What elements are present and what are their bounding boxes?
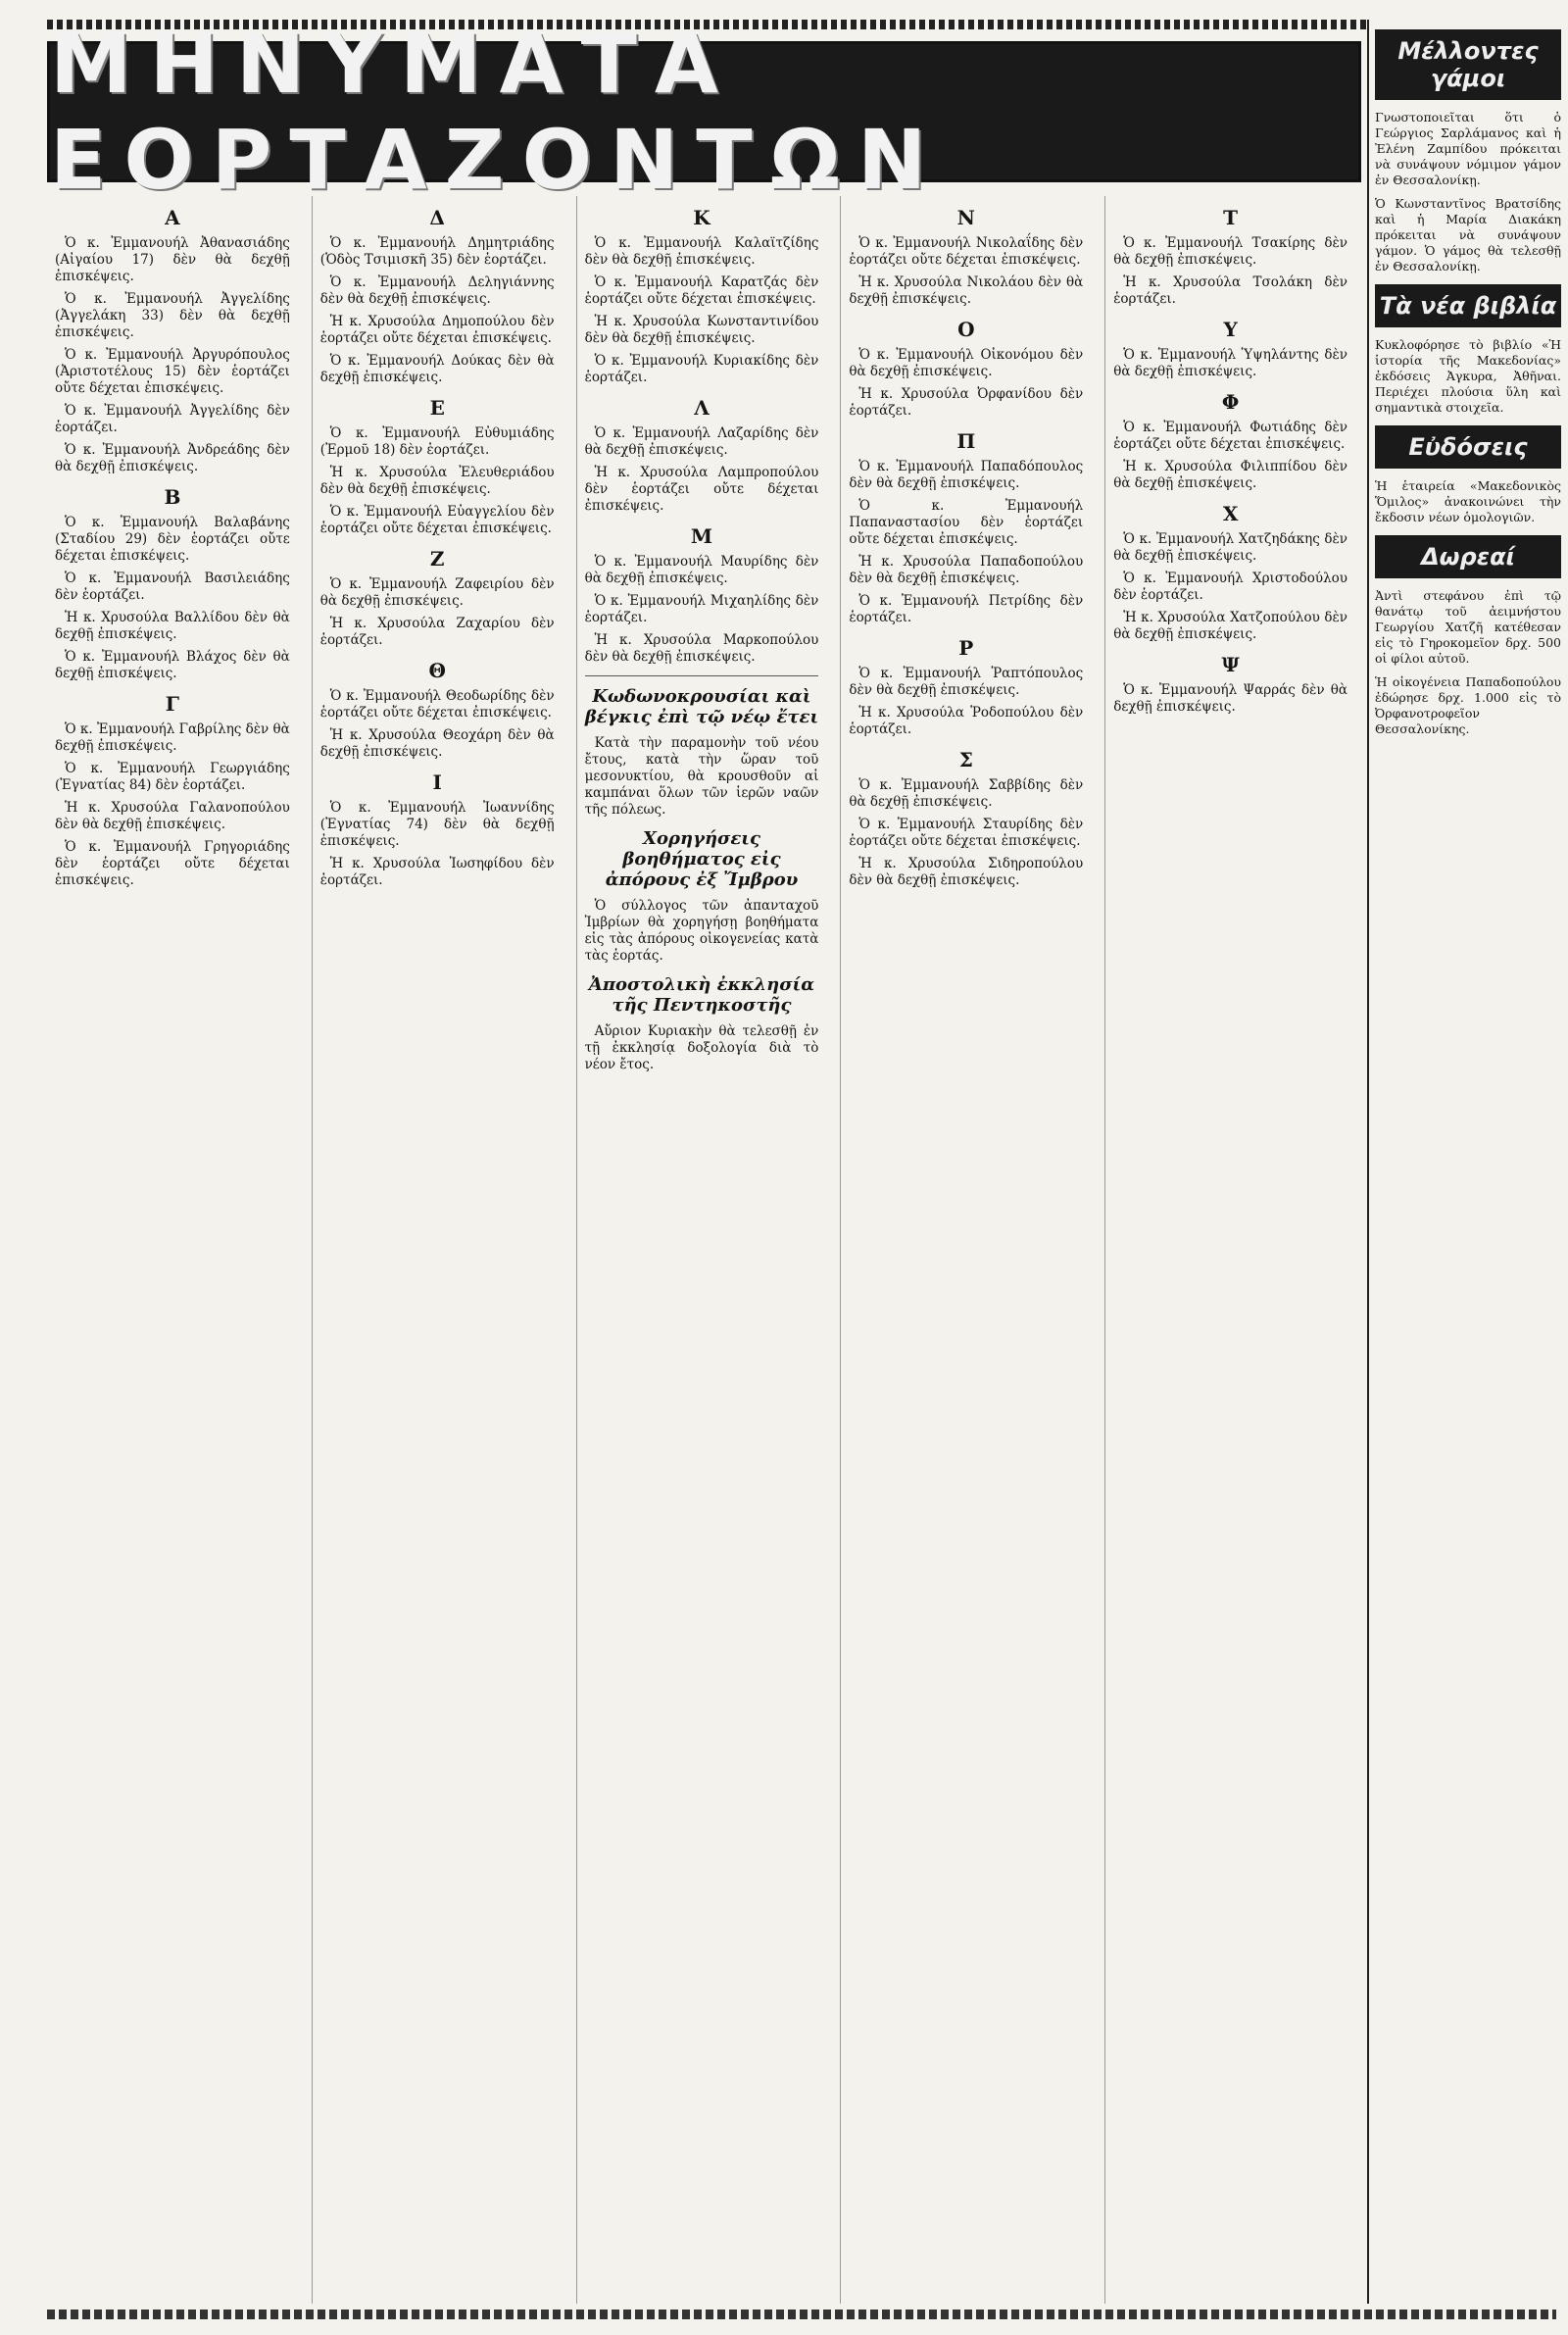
article-text-bells: Κατὰ τὴν παραμονὴν τοῦ νέου ἔτους, κατὰ τὴν ὥραν τοῦ μεσονυκτίου, θὰ κρουσθοῦν αἱ καμπάναι ὅλων τῶν ἱερῶν ναῶν τῆς πόλεως.	[584, 735, 819, 818]
listing-entry: Ὁ κ. Ἐμμανουήλ Παπαδόπουλος δὲν θὰ δεχθῇ ἐπισκέψεις.	[849, 459, 1084, 491]
listing-entry: Ὁ κ. Ἐμμανουήλ Ἀγγελίδης δὲν ἑορτάζει.	[55, 403, 290, 435]
article-text-church: Αὔριον Κυριακὴν θὰ τελεσθῇ ἐν τῇ ἐκκλησίᾳ δοξολογία διὰ τὸ νέον ἔτος.	[584, 1023, 819, 1072]
section-letter: Κ	[693, 206, 710, 229]
listing-entry: Ὁ κ. Ἐμμανουήλ Ὑψηλάντης δὲν θὰ δεχθῇ ἐπισκέψεις.	[1113, 347, 1348, 379]
listing-entry: Ἡ κ. Χρυσούλα Λαμπροπούλου δὲν ἑορτάζει οὔτε δέχεται ἐπισκέψεις.	[584, 465, 819, 514]
listing-entry: Ὁ κ. Ἐμμανουήλ Ἰωαννίδης (Ἐγνατίας 74) δὲν θὰ δεχθῇ ἐπισκέψεις.	[319, 800, 555, 849]
listing-entry: Ὁ κ. Ἐμμανουήλ Μιχαηλίδης δὲν ἑορτάζει.	[584, 593, 819, 625]
section-letter: Χ	[1222, 502, 1239, 525]
sidebar-heading-weddings: Μέλλοντες γάμοι	[1375, 29, 1561, 100]
listing-entry: Ὁ κ. Ἐμμανουήλ Ψαρράς δὲν θὰ δεχθῇ ἐπισκέψεις.	[1113, 682, 1348, 715]
listing-entry: Ἡ κ. Χρυσούλα Ῥοδοπούλου δὲν ἑορτάζει.	[849, 705, 1084, 737]
listing-entry: Ὁ κ. Ἐμμανουήλ Βαλαβάνης (Σταδίου 29) δὲν ἑορτάζει οὔτε δέχεται ἐπισκέψεις.	[55, 515, 290, 564]
section-letter: Ν	[956, 206, 975, 229]
listing-entry: Ὁ κ. Ἐμμανουήλ Σαββίδης δὲν θὰ δεχθῇ ἐπισκέψεις.	[849, 777, 1084, 810]
section-letter: Λ	[694, 396, 710, 420]
listing-entry: Ἡ κ. Χρυσούλα Χατζοπούλου δὲν θὰ δεχθῇ ἐπισκέψεις.	[1113, 610, 1348, 642]
listing-entry: Ἡ κ. Χρυσούλα Σιδηροπούλου δὲν θὰ δεχθῇ ἐπισκέψεις.	[849, 856, 1084, 888]
listing-entry: Ὁ κ. Ἐμμανουήλ Γαβρίλης δὲν θὰ δεχθῇ ἐπισκέψεις.	[55, 721, 290, 754]
listing-entry: Ἡ κ. Χρυσούλα Παπαδοπούλου δὲν θὰ δεχθῇ ἐπισκέψεις.	[849, 554, 1084, 586]
listing-entry: Ὁ κ. Ἐμμανουήλ Κυριακίδης δὲν ἑορτάζει.	[584, 353, 819, 385]
listing-entry: Ὁ κ. Ἐμμανουήλ Δημητριάδης (Ὁδὸς Τσιμισκῆ 35) δὲν ἑορτάζει.	[319, 235, 555, 268]
section-letter: Μ	[690, 524, 713, 548]
listing-entry: Ὁ κ. Ἐμμανουήλ Θεοδωρίδης δὲν ἑορτάζει οὔτε δέχεται ἐπισκέψεις.	[319, 688, 555, 720]
section-letter: Ε	[429, 396, 445, 420]
column-4	[840, 196, 1091, 2304]
section-letter: Α	[165, 206, 180, 229]
section-letter: Ι	[432, 770, 442, 794]
listing-entry: Ἡ κ. Χρυσούλα Κωνσταντινίδου δὲν θὰ δεχθῇ ἐπισκέψεις.	[584, 314, 819, 346]
listing-entry: Ὁ κ. Ἐμμανουήλ Χριστοδούλου δὲν ἑορτάζει.	[1113, 571, 1348, 603]
listing-entry: Ὁ κ. Ἐμμανουήλ Ἀθανασιάδης (Αἰγαίου 17) δὲν θὰ δεχθῇ ἐπισκέψεις.	[55, 235, 290, 284]
section-letter: Γ	[165, 692, 179, 716]
listing-entry: Ὁ κ. Ἐμμανουήλ Καρατζάς δὲν ἑορτάζει οὔτε δέχεται ἐπισκέψεις.	[584, 274, 819, 307]
listing-entry: Ὁ κ. Ἐμμανουήλ Οἰκονόμου δὲν θὰ δεχθῇ ἐπισκέψεις.	[849, 347, 1084, 379]
sidebar	[1367, 20, 1561, 2304]
column-3	[576, 196, 827, 2304]
section-letter: Ο	[957, 318, 975, 341]
listing-entry: Ἡ κ. Χρυσούλα Νικολάου δὲν θὰ δεχθῇ ἐπισκέψεις.	[849, 274, 1084, 307]
section-letter: Ζ	[429, 547, 445, 571]
main-columns	[47, 196, 1355, 2304]
listing-entry: Ἡ κ. Χρυσούλα Βαλλίδου δὲν θὰ δεχθῇ ἐπισκέψεις.	[55, 610, 290, 642]
listing-entry: Ὁ κ. Ἐμμανουήλ Ἀγγελίδης (Ἀγγελάκη 33) δὲν θὰ δεχθῇ ἐπισκέψεις.	[55, 291, 290, 340]
listing-entry: Ὁ κ. Ἐμμανουήλ Εὐαγγελίου δὲν ἑορτάζει οὔτε δέχεται ἐπισκέψεις.	[319, 504, 555, 536]
listing-entry: Ἡ κ. Χρυσούλα Ζαχαρίου δὲν ἑορτάζει.	[319, 616, 555, 648]
section-letter: Σ	[958, 748, 973, 771]
section-letter: Δ	[429, 206, 445, 229]
banner-title: ΜΗΝΥΜΑΤΑ ΕΟΡΤΑΖΟΝΤΩΝ	[50, 16, 945, 208]
listing-entry: Ὁ κ. Ἐμμανουήλ Νικολαΐδης δὲν ἑορτάζει οὔτε δέχεται ἐπισκέψεις.	[849, 235, 1084, 268]
section-letter: Ψ	[1221, 653, 1240, 676]
listing-entry: Ἡ κ. Χρυσούλα Ὀρφανίδου δὲν ἑορτάζει.	[849, 386, 1084, 419]
sidebar-heading-issues: Εὐδόσεις	[1375, 425, 1561, 469]
listing-entry: Ἡ κ. Χρυσούλα Γαλανοπούλου δὲν θὰ δεχθῇ ἐπισκέψεις.	[55, 800, 290, 832]
listing-entry: Ἡ κ. Χρυσούλα Φιλιππίδου δὲν θὰ δεχθῇ ἐπισκέψεις.	[1113, 459, 1348, 491]
listing-entry: Ἡ κ. Χρυσούλα Ἰωσηφίδου δὲν ἑορτάζει.	[319, 856, 555, 888]
listing-entry: Ὁ κ. Ἐμμανουήλ Παπαναστασίου δὲν ἑορτάζει οὔτε δέχεται ἐπισκέψεις.	[849, 498, 1084, 547]
column-1	[47, 196, 298, 2304]
article-text-imbros: Ὁ σύλλογος τῶν ἀπανταχοῦ Ἰμβρίων θὰ χορηγήσῃ βοηθήματα εἰς τὰς ἀπόρους οἰκογενείας κατὰ τὰς ἑορτάς.	[584, 898, 819, 964]
listing-entry: Ὁ κ. Ἐμμανουήλ Φωτιάδης δὲν ἑορτάζει οὔτε δέχεται ἐπισκέψεις.	[1113, 420, 1348, 452]
listing-entry: Ὁ κ. Ἐμμανουήλ Καλαϊτζίδης δὲν θὰ δεχθῇ ἐπισκέψεις.	[584, 235, 819, 268]
column-5	[1104, 196, 1355, 2304]
listing-entry: Ὁ κ. Ἐμμανουήλ Ἀργυρόπουλος (Ἀριστοτέλους 15) δὲν ἑορτάζει οὔτε δέχεται ἐπισκέψεις.	[55, 347, 290, 396]
listing-entry: Ὁ κ. Ἐμμανουήλ Μαυρίδης δὲν θὰ δεχθῇ ἐπισκέψεις.	[584, 554, 819, 586]
listing-entry: Ὁ κ. Ἐμμανουήλ Λαζαρίδης δὲν θὰ δεχθῇ ἐπισκέψεις.	[584, 425, 819, 458]
listing-entry: Ὁ κ. Ἐμμανουήλ Ζαφειρίου δὲν θὰ δεχθῇ ἐπισκέψεις.	[319, 576, 555, 609]
listing-entry: Ὁ κ. Ἐμμανουήλ Βλάχος δὲν θὰ δεχθῇ ἐπισκέψεις.	[55, 649, 290, 681]
listing-entry: Ἡ κ. Χρυσούλα Μαρκοπούλου δὲν θὰ δεχθῇ ἐπισκέψεις.	[584, 632, 819, 665]
section-letter: Β	[164, 485, 181, 509]
listing-entry: Ὁ κ. Ἐμμανουήλ Τσακίρης δὲν θὰ δεχθῇ ἐπισκέψεις.	[1113, 235, 1348, 268]
sidebar-text: Ἡ ἑταιρεία «Μακεδονικὸς Ὅμιλος» ἀνακοινώνει τὴν ἔκδοσιν νέων ὁμολογιῶν.	[1375, 478, 1561, 524]
sidebar-text: Ἡ οἰκογένεια Παπαδοπούλου ἐδώρησε δρχ. 1.000 εἰς τὸ Ὀρφανοτροφεῖον Θεσσαλονίκης.	[1375, 674, 1561, 736]
listing-entry: Ὁ κ. Ἐμμανουήλ Γρηγοριάδης δὲν ἑορτάζει οὔτε δέχεται ἐπισκέψεις.	[55, 839, 290, 888]
sidebar-text: Ἀντὶ στεφάνου ἐπὶ τῷ θανάτῳ τοῦ ἀειμνήστου Γεωργίου Χατζῆ κατέθεσαν εἰς τὸ Γηροκομεῖον δρχ. 500 οἱ φίλοι αὐτοῦ.	[1375, 588, 1561, 666]
section-banner	[47, 16, 1361, 208]
listing-entry: Ὁ κ. Ἐμμανουήλ Βασιλειάδης δὲν ἑορτάζει.	[55, 571, 290, 603]
divider	[585, 675, 819, 676]
listing-entry: Ὁ κ. Ἐμμανουήλ Πετρίδης δὲν ἑορτάζει.	[849, 593, 1084, 625]
listing-entry: Ὁ κ. Ἐμμανουήλ Ἀνδρεάδης δὲν θὰ δεχθῇ ἐπισκέψεις.	[55, 442, 290, 474]
listing-entry: Ὁ κ. Ἐμμανουήλ Γεωργιάδης (Ἐγνατίας 84) δὲν ἑορτάζει.	[55, 761, 290, 793]
section-letter: Ρ	[958, 636, 974, 660]
section-letter: Φ	[1221, 390, 1240, 414]
article-title-imbros: Χορηγήσεις βοηθήματος εἰς ἀπόρους ἐξ Ἴμβρου	[605, 828, 799, 890]
section-letter: Π	[956, 429, 976, 453]
sidebar-text: Γνωστοποιεῖται ὅτι ὁ Γεώργιος Σαρλάμανος καὶ ἡ Ἐλένη Ζαμπίδου πρόκειται νὰ συνάψουν νόμιμον γάμον ἐν Θεσσαλονίκῃ.	[1375, 110, 1561, 187]
listing-entry: Ἡ κ. Χρυσούλα Ἐλευθεριάδου δὲν θὰ δεχθῇ ἐπισκέψεις.	[319, 465, 555, 497]
section-letter: Τ	[1223, 206, 1239, 229]
listing-entry: Ὁ κ. Ἐμμανουήλ Δεληγιάννης δὲν θὰ δεχθῇ ἐπισκέψεις.	[319, 274, 555, 307]
sidebar-text: Κυκλοφόρησε τὸ βιβλίο «Ἡ ἱστορία τῆς Μακεδονίας» ἐκδόσεις Ἀγκυρα, Ἀθῆναι. Περιέχει πλούσια ὕλη καὶ σημαντικὰ στοιχεῖα.	[1375, 337, 1561, 415]
section-letter: Υ	[1223, 318, 1238, 341]
bottom-border-strip	[47, 2310, 1556, 2319]
sidebar-heading-donations: Δωρεαί	[1375, 535, 1561, 578]
listing-entry: Ὁ κ. Ἐμμανουήλ Δούκας δὲν θὰ δεχθῇ ἐπισκέψεις.	[319, 353, 555, 385]
column-2	[312, 196, 563, 2304]
listing-entry: Ὁ κ. Ἐμμανουήλ Σταυρίδης δὲν ἑορτάζει οὔτε δέχεται ἐπισκέψεις.	[849, 817, 1084, 849]
article-title-bells: Κωδωνοκρουσίαι καὶ βέγκις ἐπὶ τῷ νέῳ ἔτει	[584, 686, 819, 727]
sidebar-text: Ὁ Κωνσταντῖνος Βρατσίδης καὶ ἡ Μαρία Διακάκη πρόκειται νὰ συνάψουν γάμον. Ὁ γάμος θὰ τελεσθῇ ἐν Θεσσαλονίκῃ.	[1375, 196, 1561, 273]
listing-entry: Ἡ κ. Χρυσούλα Τσολάκη δὲν ἑορτάζει.	[1113, 274, 1348, 307]
article-title-church: Ἀποστολικὴ ἐκκλησία τῆς Πεντηκοστῆς	[588, 974, 815, 1016]
sidebar-heading-books: Τὰ νέα βιβλία	[1375, 284, 1561, 327]
listing-entry: Ὁ κ. Ἐμμανουήλ Χατζηδάκης δὲν θὰ δεχθῇ ἐπισκέψεις.	[1113, 531, 1348, 564]
listing-entry: Ἡ κ. Χρυσούλα Θεοχάρη δὲν θὰ δεχθῇ ἐπισκέψεις.	[319, 727, 555, 760]
listing-entry: Ὁ κ. Ἐμμανουήλ Εὐθυμιάδης (Ἐρμοῦ 18) δὲν ἑορτάζει.	[319, 425, 555, 458]
listing-entry: Ὁ κ. Ἐμμανουήλ Ῥαπτόπουλος δὲν θὰ δεχθῇ ἐπισκέψεις.	[849, 666, 1084, 698]
listing-entry: Ἡ κ. Χρυσούλα Δημοπούλου δὲν ἑορτάζει οὔτε δέχεται ἐπισκέψεις.	[319, 314, 555, 346]
section-letter: Θ	[428, 659, 446, 682]
